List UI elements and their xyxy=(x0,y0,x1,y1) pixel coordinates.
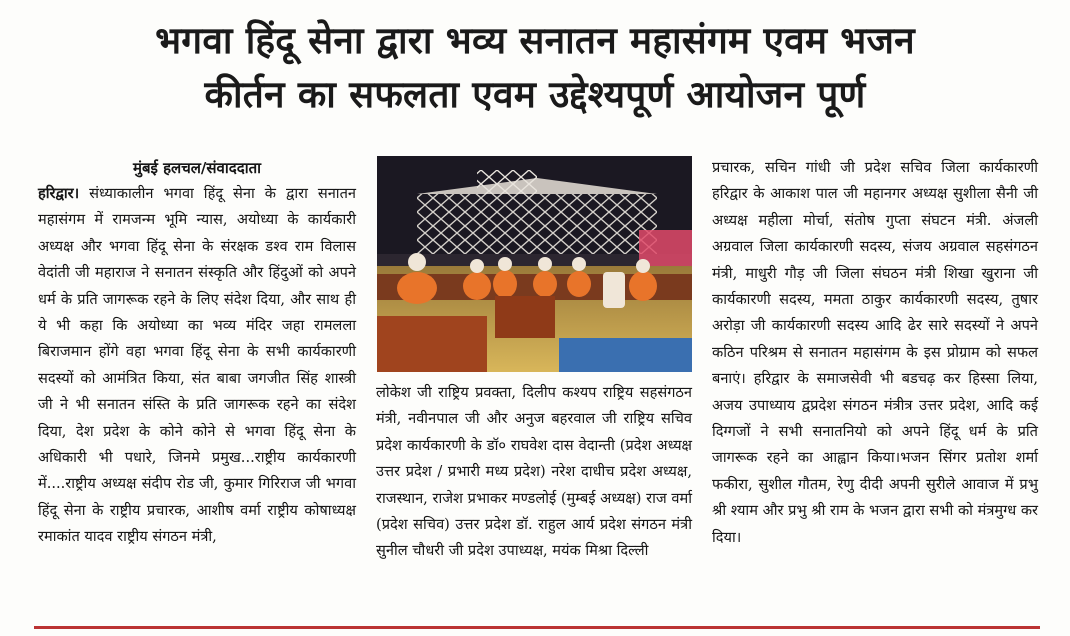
column-1-text: संध्याकालीन भगवा हिंदू सेना के द्वारा सनातन महासंगम में रामजन्म भूमि न्यास, अयोध्या के कार्यकारी अध्यक्ष और भगवा हिंदू सेना के संरक्षक डश्व राम विलास वेदांती जी महाराज ने सनातन संस्कृति और हिंदुओं को अपने धर्म के प्रति जागरूक रहने के लिए संदेश दिया, और साथ ही ये भी कहा कि अयोध्या का भव्य मंदिर जहा रामलला बिराजमान होंगे वहा भगवा हिंदू सेना के सभी कार्यकारणी सदस्यों को आमंत्रित किया, संत बाबा जगजीत सिंह शास्त्री जी ने भी सनातन संस्‍ति के प्रति जागरूक रहने का संदेश दिया, देश प्रदेश के कोने कोने से भगवा हिंदू सेना के अधिकारी भी पधारे, जिनमे प्रमुख...राष्ट्रीय कार्यकारणी में....राष्ट्रीय अध्यक्ष संदीप रोड जी, कुमार गिरिराज जी भगवा हिंदू सेना के राष्ट्रीय प्रचारक, आशीष वर्मा राष्ट्रीय कोषाध्यक्ष रमाकांत यादव राष्ट्रीय संगठन मंत्री, xyxy=(38,185,356,546)
dateline: हरिद्वार। xyxy=(38,185,80,202)
article-column-1 xyxy=(38,155,356,551)
byline: मुंबई हलचल/संवाददाता xyxy=(132,159,262,177)
bottom-rule xyxy=(34,626,1040,629)
event-photo xyxy=(377,156,692,372)
event-photo-illustration xyxy=(377,156,692,372)
headline-line-2: कीर्तन का सफलता एवम उद्देश्यपूर्ण आयोजन पूर्ण xyxy=(204,73,866,116)
article-column-3: प्रचारक, सचिन गांधी जी प्रदेश सचिव जिला कार्यकारणी हरिद्वार के आकाश पाल जी महानगर अध्यक्ष सुशीला सैनी जी अध्यक्ष महीला मोर्चा, संतोष गुप्ता संघटन मंत्री. अंजली अग्रवाल जिला कार्यकारणी सदस्य, संजय अग्रवाल सहसंगठन मंत्री, माधुरी गौड़ जी जिला संघठन मंत्री शिखा खुराना जी कार्यकारणी सदस्य, ममता ठाकुर कार्यकारणी सदस्य, तुषार अरोड़ा जी कार्यकारणी सदस्य आदि ढेर सारे सदस्यों ने अपने कठिन परिश्रम से सनातन महासंगम के इस प्रोग्राम को सफल बनाएं। हरिद्वार के समाजसेवी भी बडचढ़ कर हिस्सा लिया, अजय उपाध्याय द्वप्रदेश संगठन मंत्रीत्र उत्तर प्रदेश, आदि कई दिग्गजों ने सभी सनातनियो को अपने हिंदू धर्म के प्रति जागरूक रहने का आह्वान किया।भजन सिंगर प्रतोश शर्मा फकीरा, सुशील गौतम, रेणु दीदी अपनी सुरीले आवाज में प्रभु श्री श्याम और प्रभु श्री राम के भजन द्वारा सभी को मंत्रमुग्ध कर दिया। xyxy=(712,159,1038,546)
article-column-2: लोकेश जी राष्ट्रिय प्रवक्ता, दिलीप कश्यप राष्ट्रिय सहसंगठन मंत्री, नवीनपाल जी और अनुज बहरवाल जी राष्ट्रिय सचिव प्रदेश कार्यकारणी के डॉ० राघवेश दास वेदान्ती (प्रदेश अध्यक्ष उत्तर प्रदेश / प्रभारी मध्य प्रदेश) नरेश दाधीच प्रदेश अध्यक्ष, राजस्थान, राजेश प्रभाकर मण्डलोई (मुम्बई अध्यक्ष) राज वर्मा (प्रदेश सचिव) उत्तर प्रदेश डॉ. राहुल आर्य प्रदेश संगठन मंत्री सुनील चौधरी जी प्रदेश उपाध्यक्ष, मयंक मिश्रा दिल्ली xyxy=(376,384,692,560)
headline-line-1: भगवा हिंदू सेना द्वारा भव्य सनातन महासंगम एवम भजन xyxy=(155,19,915,62)
headline xyxy=(0,14,1070,122)
